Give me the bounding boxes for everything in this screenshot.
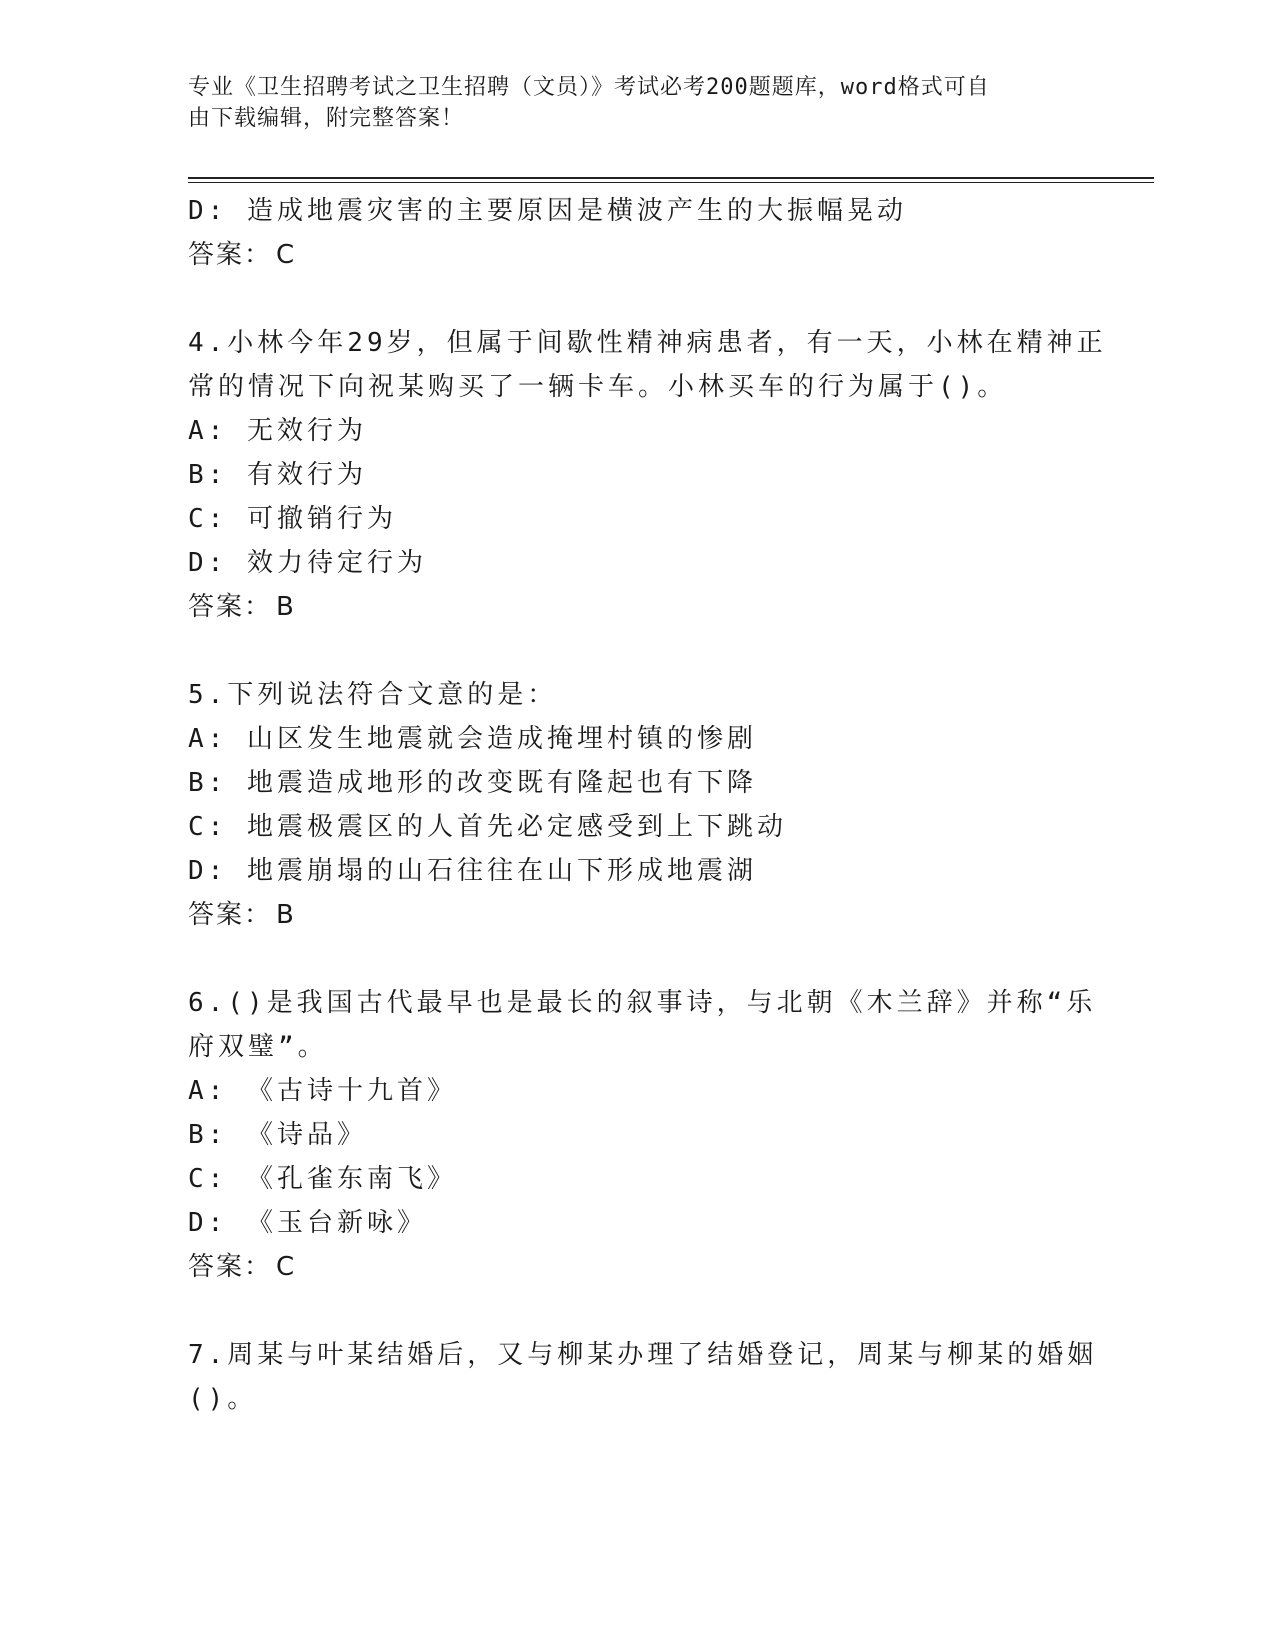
q4-option-c: C: 可撤销行为 — [188, 504, 397, 534]
q3-option-d: D: 造成地震灾害的主要原因是横波产生的大振幅晃动 — [188, 196, 907, 226]
q5-option-d: D: 地震崩塌的山石往往在山下形成地震湖 — [188, 856, 757, 886]
q6-option-d: D: 《玉台新咏》 — [188, 1208, 427, 1238]
q6-answer — [188, 1250, 294, 1284]
q3-answer — [188, 238, 294, 272]
q4-option-b: B: 有效行为 — [188, 460, 367, 490]
q7-stem-line-2: ()。 — [188, 1384, 258, 1414]
header-line-2: 由下载编辑，附完整答案！ — [188, 106, 465, 131]
q4-answer — [188, 590, 294, 624]
answer-label: 答案： — [188, 240, 273, 270]
q4-option-a: A: 无效行为 — [188, 416, 367, 446]
header-line-1: 专业《卫生招聘考试之卫生招聘（文员）》考试必考200题题库，word格式可自 — [188, 75, 990, 100]
header-divider — [188, 177, 1154, 183]
q6-option-a: A: 《古诗十九首》 — [188, 1076, 457, 1106]
q6-stem-line-2: 府双璧”。 — [188, 1032, 328, 1062]
q5-answer — [188, 898, 294, 932]
q5-option-a: A: 山区发生地震就会造成掩埋村镇的惨剧 — [188, 724, 757, 754]
answer-value: C — [276, 1252, 295, 1282]
q7-stem-line-1: 7.周某与叶某结婚后，又与柳某办理了结婚登记，周某与柳某的婚姻 — [188, 1340, 1098, 1370]
answer-value: C — [276, 240, 295, 270]
q6-option-b: B: 《诗品》 — [188, 1120, 367, 1150]
answer-value: B — [276, 900, 294, 930]
document-header — [188, 72, 1088, 134]
q6-option-c: C: 《孔雀东南飞》 — [188, 1164, 457, 1194]
answer-label: 答案： — [188, 592, 273, 622]
answer-label: 答案： — [188, 900, 273, 930]
q4-stem-line-1: 4.小林今年29岁，但属于间歇性精神病患者，有一天，小林在精神正 — [188, 328, 1107, 358]
q5-stem-line-1: 5.下列说法符合文意的是： — [188, 680, 558, 710]
q5-option-c: C: 地震极震区的人首先必定感受到上下跳动 — [188, 812, 787, 842]
q6-stem-line-1: 6.()是我国古代最早也是最长的叙事诗，与北朝《木兰辞》并称“乐 — [188, 988, 1097, 1018]
q5-option-b: B: 地震造成地形的改变既有隆起也有下降 — [188, 768, 757, 798]
answer-value: B — [276, 592, 294, 622]
q4-option-d: D: 效力待定行为 — [188, 548, 427, 578]
answer-label: 答案： — [188, 1252, 273, 1282]
q4-stem-line-2: 常的情况下向祝某购买了一辆卡车。小林买车的行为属于()。 — [188, 372, 1008, 402]
